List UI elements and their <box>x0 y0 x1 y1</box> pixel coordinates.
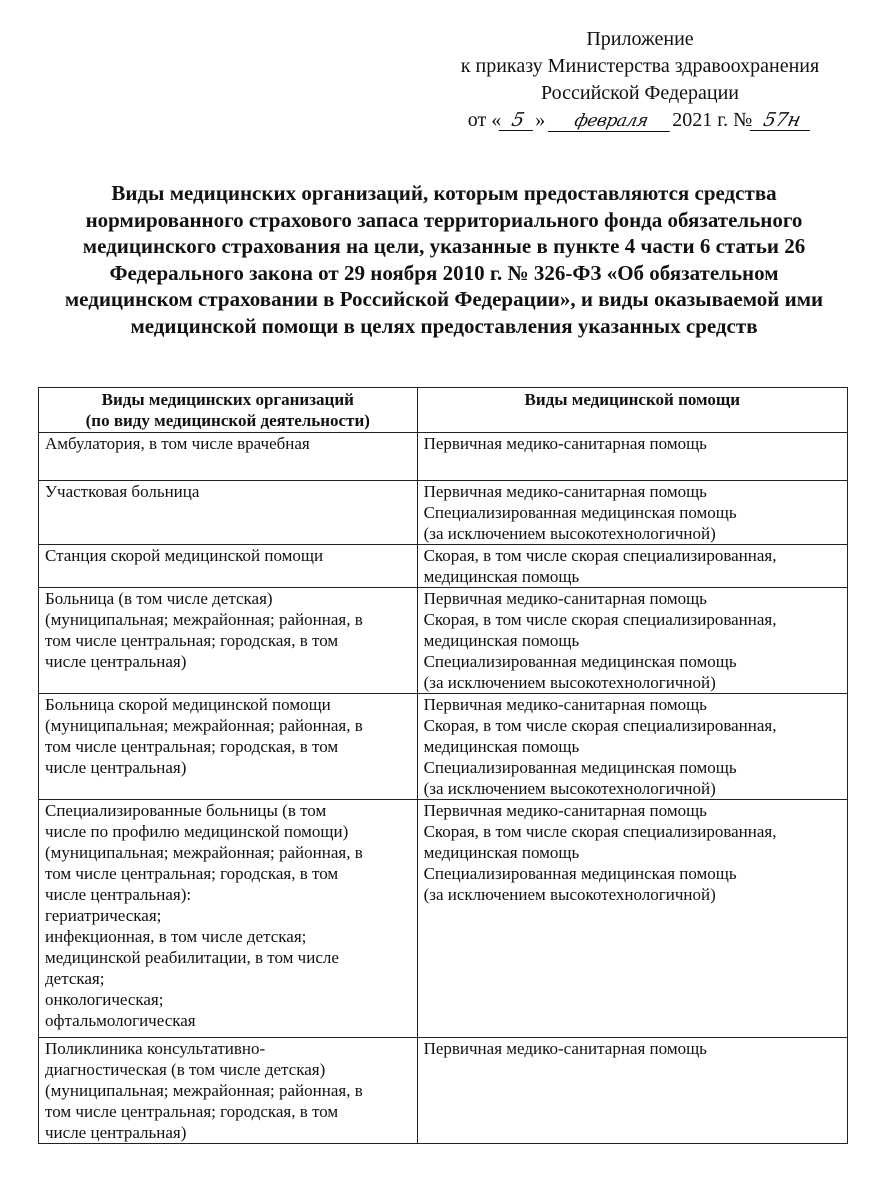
organizations-table <box>38 387 848 1144</box>
title-line: Федерального закона от 29 ноября 2010 г. № 326-ФЗ «Об обязательном <box>109 260 779 285</box>
table-row <box>39 481 848 545</box>
org-cell: Амбулатория, в том числе врачебная <box>39 433 418 481</box>
table-header-row <box>39 388 848 433</box>
care-cell: Первичная медико-санитарная помощь Скорая, в том числе скорая специализированная, медицинская помощь Специализированная медицинская помощь (за исключением высокотехнологичной) <box>417 588 847 694</box>
date-year: 2021 г. № <box>672 109 753 131</box>
org-cell: Поликлиника консультативно- диагностическая (в том числе детская) (муниципальная; межрайонная; районная, в том числе центральная; городская, в том числе центральная) <box>39 1038 418 1144</box>
title-line: медицинской помощи в целях предоставления указанных средств <box>130 313 758 338</box>
date-month-handwritten: февраля <box>548 111 674 132</box>
table-row <box>39 1038 848 1144</box>
table-row <box>39 694 848 800</box>
title-line: нормированного страхового запаса территориального фонда обязательного <box>85 207 803 232</box>
appendix-date-line <box>420 107 860 134</box>
care-cell: Первичная медико-санитарная помощь <box>417 1038 847 1144</box>
appendix-header <box>420 26 860 134</box>
care-cell: Первичная медико-санитарная помощь Скорая, в том числе скорая специализированная, медицинская помощь Специализированная медицинская помощь (за исключением высокотехнологичной) <box>417 800 847 1038</box>
org-cell: Участковая больница <box>39 481 418 545</box>
order-number-handwritten: 57н <box>750 110 814 131</box>
document-title <box>40 180 848 339</box>
appendix-order-ref: к приказу Министерства здравоохранения <box>460 55 820 77</box>
date-day-handwritten: 5 <box>499 110 537 131</box>
title-line: Виды медицинских организаций, которым предоставляются средства <box>111 181 777 205</box>
org-cell: Специализированные больницы (в том числе по профилю медицинской помощи) (муниципальная; межрайонная; районная, в том числе центральная; городская, в том числе центральная): гериатрическая; инфекционная, в том числе детская; медицинской реабилитации, в том числе детская; онкологическая; офтальмологическая <box>39 800 418 1038</box>
care-cell: Первичная медико-санитарная помощь <box>417 433 847 481</box>
header-care-types: Виды медицинской помощи <box>417 388 847 433</box>
title-line: медицинского страхования на цели, указанные в пункте 4 части 6 статьи 26 <box>82 234 806 258</box>
care-cell: Первичная медико-санитарная помощь Скорая, в том числе скорая специализированная, медицинская помощь Специализированная медицинская помощь (за исключением высокотехнологичной) <box>417 694 847 800</box>
table-row <box>39 433 848 481</box>
org-cell: Станция скорой медицинской помощи <box>39 545 418 588</box>
title-line: медицинском страховании в Российской Федерации», и виды оказываемой ими <box>64 287 824 311</box>
appendix-ministry: Российской Федерации <box>540 82 740 104</box>
date-prefix: от « <box>467 109 502 131</box>
date-mid: » <box>535 109 546 131</box>
org-cell: Больница (в том числе детская) (муниципальная; межрайонная; районная, в том числе центральная; городская, в том числе центральная) <box>39 588 418 694</box>
table-row <box>39 588 848 694</box>
org-cell: Больница скорой медицинской помощи (муниципальная; межрайонная; районная, в том числе центральная; городская, в том числе центральная) <box>39 694 418 800</box>
care-cell: Первичная медико-санитарная помощь Специализированная медицинская помощь (за исключением высокотехнологичной) <box>417 481 847 545</box>
care-cell: Скорая, в том числе скорая специализированная, медицинская помощь <box>417 545 847 588</box>
appendix-label: Приложение <box>586 28 694 50</box>
header-organizations: Виды медицинских организаций (по виду медицинской деятельности) <box>39 388 418 433</box>
table-row <box>39 545 848 588</box>
table-row <box>39 800 848 1038</box>
